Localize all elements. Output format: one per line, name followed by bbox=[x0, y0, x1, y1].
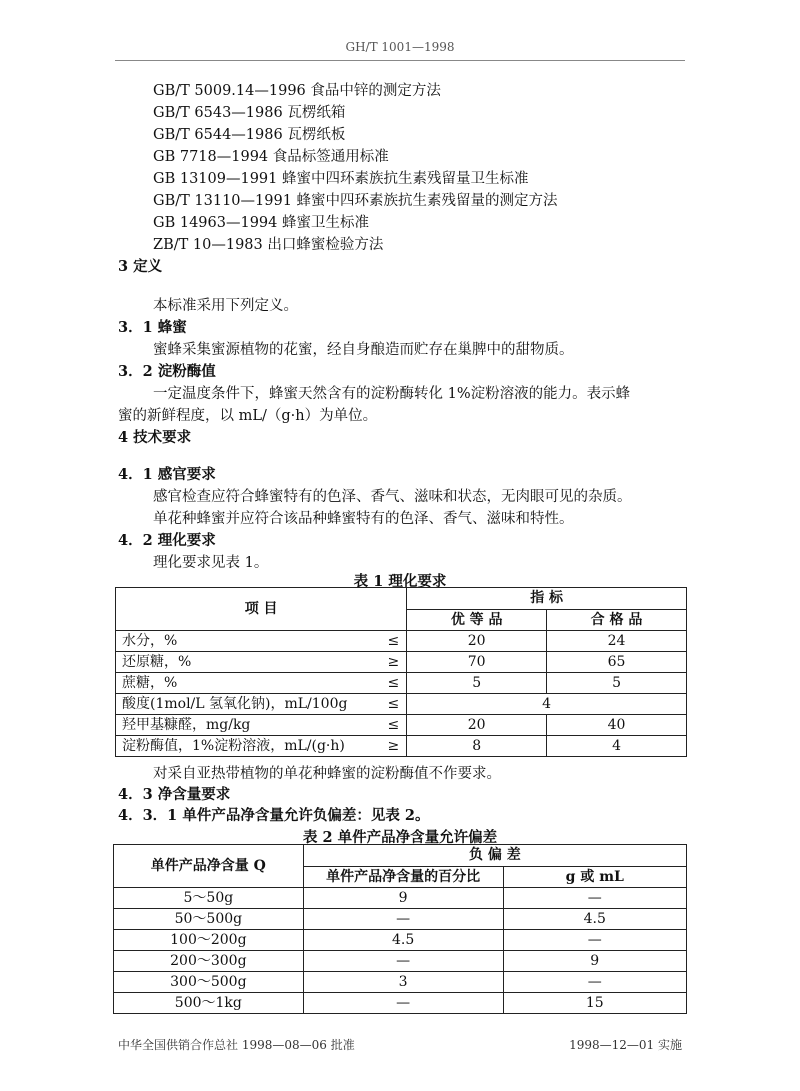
col-item: 项 目 bbox=[116, 588, 407, 631]
reference-item: GB 14963—1994 蜂蜜卫生标准 bbox=[153, 215, 369, 231]
section-4-1-title: 4．1 感官要求 bbox=[118, 466, 216, 483]
cell-q: 100～200g bbox=[114, 930, 304, 951]
cell-v2: 4 bbox=[547, 736, 687, 757]
cell-sym: ≤ bbox=[380, 715, 406, 736]
cell-pct: 4.5 bbox=[303, 930, 503, 951]
section-3-2-text: 一定温度条件下，蜂蜜天然含有的淀粉酶转化 1%淀粉溶液的能力。表示蜂 bbox=[153, 386, 631, 402]
col-q: 单件产品净含量 Q bbox=[114, 845, 304, 888]
table-2 bbox=[113, 844, 687, 1014]
reference-item: GB 7718—1994 食品标签通用标准 bbox=[153, 149, 389, 165]
table-row bbox=[114, 972, 687, 993]
reference-item: GB/T 6544—1986 瓦楞纸板 bbox=[153, 127, 346, 143]
cell-v2: 65 bbox=[547, 652, 687, 673]
cell-v1: 8 bbox=[407, 736, 547, 757]
col-grade1: 优 等 品 bbox=[407, 609, 547, 631]
col-dev: 负 偏 差 bbox=[303, 845, 686, 867]
cell-pct: — bbox=[303, 993, 503, 1014]
section-4-2-title: 4．2 理化要求 bbox=[118, 532, 216, 549]
cell-pct: 3 bbox=[303, 972, 503, 993]
cell-item: 羟甲基糠醛，mg/kg bbox=[116, 715, 381, 736]
reference-item: GB 13109—1991 蜂蜜中四环素族抗生素残留量卫生标准 bbox=[153, 171, 529, 187]
cell-sym: ≤ bbox=[380, 694, 406, 715]
cell-sym: ≥ bbox=[380, 652, 406, 673]
page-header: GH/T 1001—1998 bbox=[345, 40, 455, 54]
cell-g: — bbox=[503, 972, 686, 993]
section-3-1-text: 蜜蜂采集蜜源植物的花蜜，经自身酿造而贮存在巢脾中的甜物质。 bbox=[153, 342, 574, 358]
footer-approval: 中华全国供销合作总社 1998—08—06 批准 bbox=[118, 1038, 355, 1052]
section-3-title: 3 定义 bbox=[118, 258, 163, 275]
section-3-2-title: 3．2 淀粉酶值 bbox=[118, 363, 216, 380]
cell-sym: ≥ bbox=[380, 736, 406, 757]
cell-pct: — bbox=[303, 951, 503, 972]
table-header-row bbox=[114, 845, 687, 867]
table-row bbox=[114, 888, 687, 909]
section-4-1-text: 感官检查应符合蜂蜜特有的色泽、香气、滋味和状态，无肉眼可见的杂质。 bbox=[153, 489, 632, 505]
cell-sym: ≤ bbox=[380, 673, 406, 694]
cell-g: 9 bbox=[503, 951, 686, 972]
cell-g: — bbox=[503, 930, 686, 951]
cell-g: — bbox=[503, 888, 686, 909]
header-rule bbox=[115, 60, 685, 61]
cell-item: 酸度(1mol/L 氢氧化钠)，mL/100g bbox=[116, 694, 381, 715]
table-row bbox=[116, 736, 687, 757]
table-row bbox=[114, 930, 687, 951]
cell-pct: — bbox=[303, 909, 503, 930]
footer-implementation: 1998—12—01 实施 bbox=[569, 1038, 682, 1052]
col-grade2: 合 格 品 bbox=[547, 609, 687, 631]
cell-q: 50～500g bbox=[114, 909, 304, 930]
reference-item: ZB/T 10—1983 出口蜂蜜检验方法 bbox=[153, 237, 384, 253]
cell-g: 15 bbox=[503, 993, 686, 1014]
col-index: 指 标 bbox=[407, 588, 687, 610]
table-row bbox=[116, 715, 687, 736]
cell-q: 300～500g bbox=[114, 972, 304, 993]
section-4-title: 4 技术要求 bbox=[118, 429, 192, 446]
table-1-note: 对采自亚热带植物的单花种蜂蜜的淀粉酶值不作要求。 bbox=[153, 766, 501, 782]
table-row bbox=[114, 993, 687, 1014]
cell-q: 5～50g bbox=[114, 888, 304, 909]
table-row bbox=[116, 652, 687, 673]
table-1-caption: 表 1 理化要求 bbox=[353, 573, 447, 590]
section-3-1-title: 3．1 蜂蜜 bbox=[118, 319, 187, 336]
table-row bbox=[114, 951, 687, 972]
table-row bbox=[114, 909, 687, 930]
cell-v1: 5 bbox=[407, 673, 547, 694]
section-4-3-1-title: 4．3．1 单件产品净含量允许负偏差：见表 2。 bbox=[118, 807, 430, 824]
table-row bbox=[116, 673, 687, 694]
section-4-1-text: 单花种蜂蜜并应符合该品种蜂蜜特有的色泽、香气、滋味和特性。 bbox=[153, 511, 574, 527]
table-2-caption: 表 2 单件产品净含量允许偏差 bbox=[302, 829, 498, 846]
cell-v1: 4 bbox=[407, 694, 687, 715]
cell-sym: ≤ bbox=[380, 631, 406, 652]
cell-v1: 20 bbox=[407, 715, 547, 736]
table-header-row bbox=[116, 588, 687, 610]
cell-item: 水分，% bbox=[116, 631, 381, 652]
cell-v2: 40 bbox=[547, 715, 687, 736]
cell-q: 500～1kg bbox=[114, 993, 304, 1014]
section-4-3-title: 4．3 净含量要求 bbox=[118, 786, 231, 803]
cell-q: 200～300g bbox=[114, 951, 304, 972]
section-3-intro: 本标准采用下列定义。 bbox=[153, 298, 298, 314]
col-g: g 或 mL bbox=[503, 866, 686, 888]
table-row bbox=[116, 631, 687, 652]
cell-v1: 20 bbox=[407, 631, 547, 652]
cell-v1: 70 bbox=[407, 652, 547, 673]
table-row bbox=[116, 694, 687, 715]
cell-v2: 24 bbox=[547, 631, 687, 652]
table-1 bbox=[115, 587, 687, 757]
cell-item: 还原糖，% bbox=[116, 652, 381, 673]
cell-v2: 5 bbox=[547, 673, 687, 694]
col-pct: 单件产品净含量的百分比 bbox=[303, 866, 503, 888]
reference-item: GB/T 6543—1986 瓦楞纸箱 bbox=[153, 105, 346, 121]
reference-item: GB/T 5009.14—1996 食品中锌的测定方法 bbox=[153, 83, 441, 99]
cell-pct: 9 bbox=[303, 888, 503, 909]
reference-item: GB/T 13110—1991 蜂蜜中四环素族抗生素残留量的测定方法 bbox=[153, 193, 558, 209]
cell-item: 淀粉酶值，1%淀粉溶液，mL/(g·h) bbox=[116, 736, 381, 757]
section-3-2-text: 蜜的新鲜程度，以 mL/（g·h）为单位。 bbox=[118, 408, 378, 424]
section-4-2-text: 理化要求见表 1。 bbox=[153, 555, 269, 571]
cell-g: 4.5 bbox=[503, 909, 686, 930]
cell-item: 蔗糖，% bbox=[116, 673, 381, 694]
